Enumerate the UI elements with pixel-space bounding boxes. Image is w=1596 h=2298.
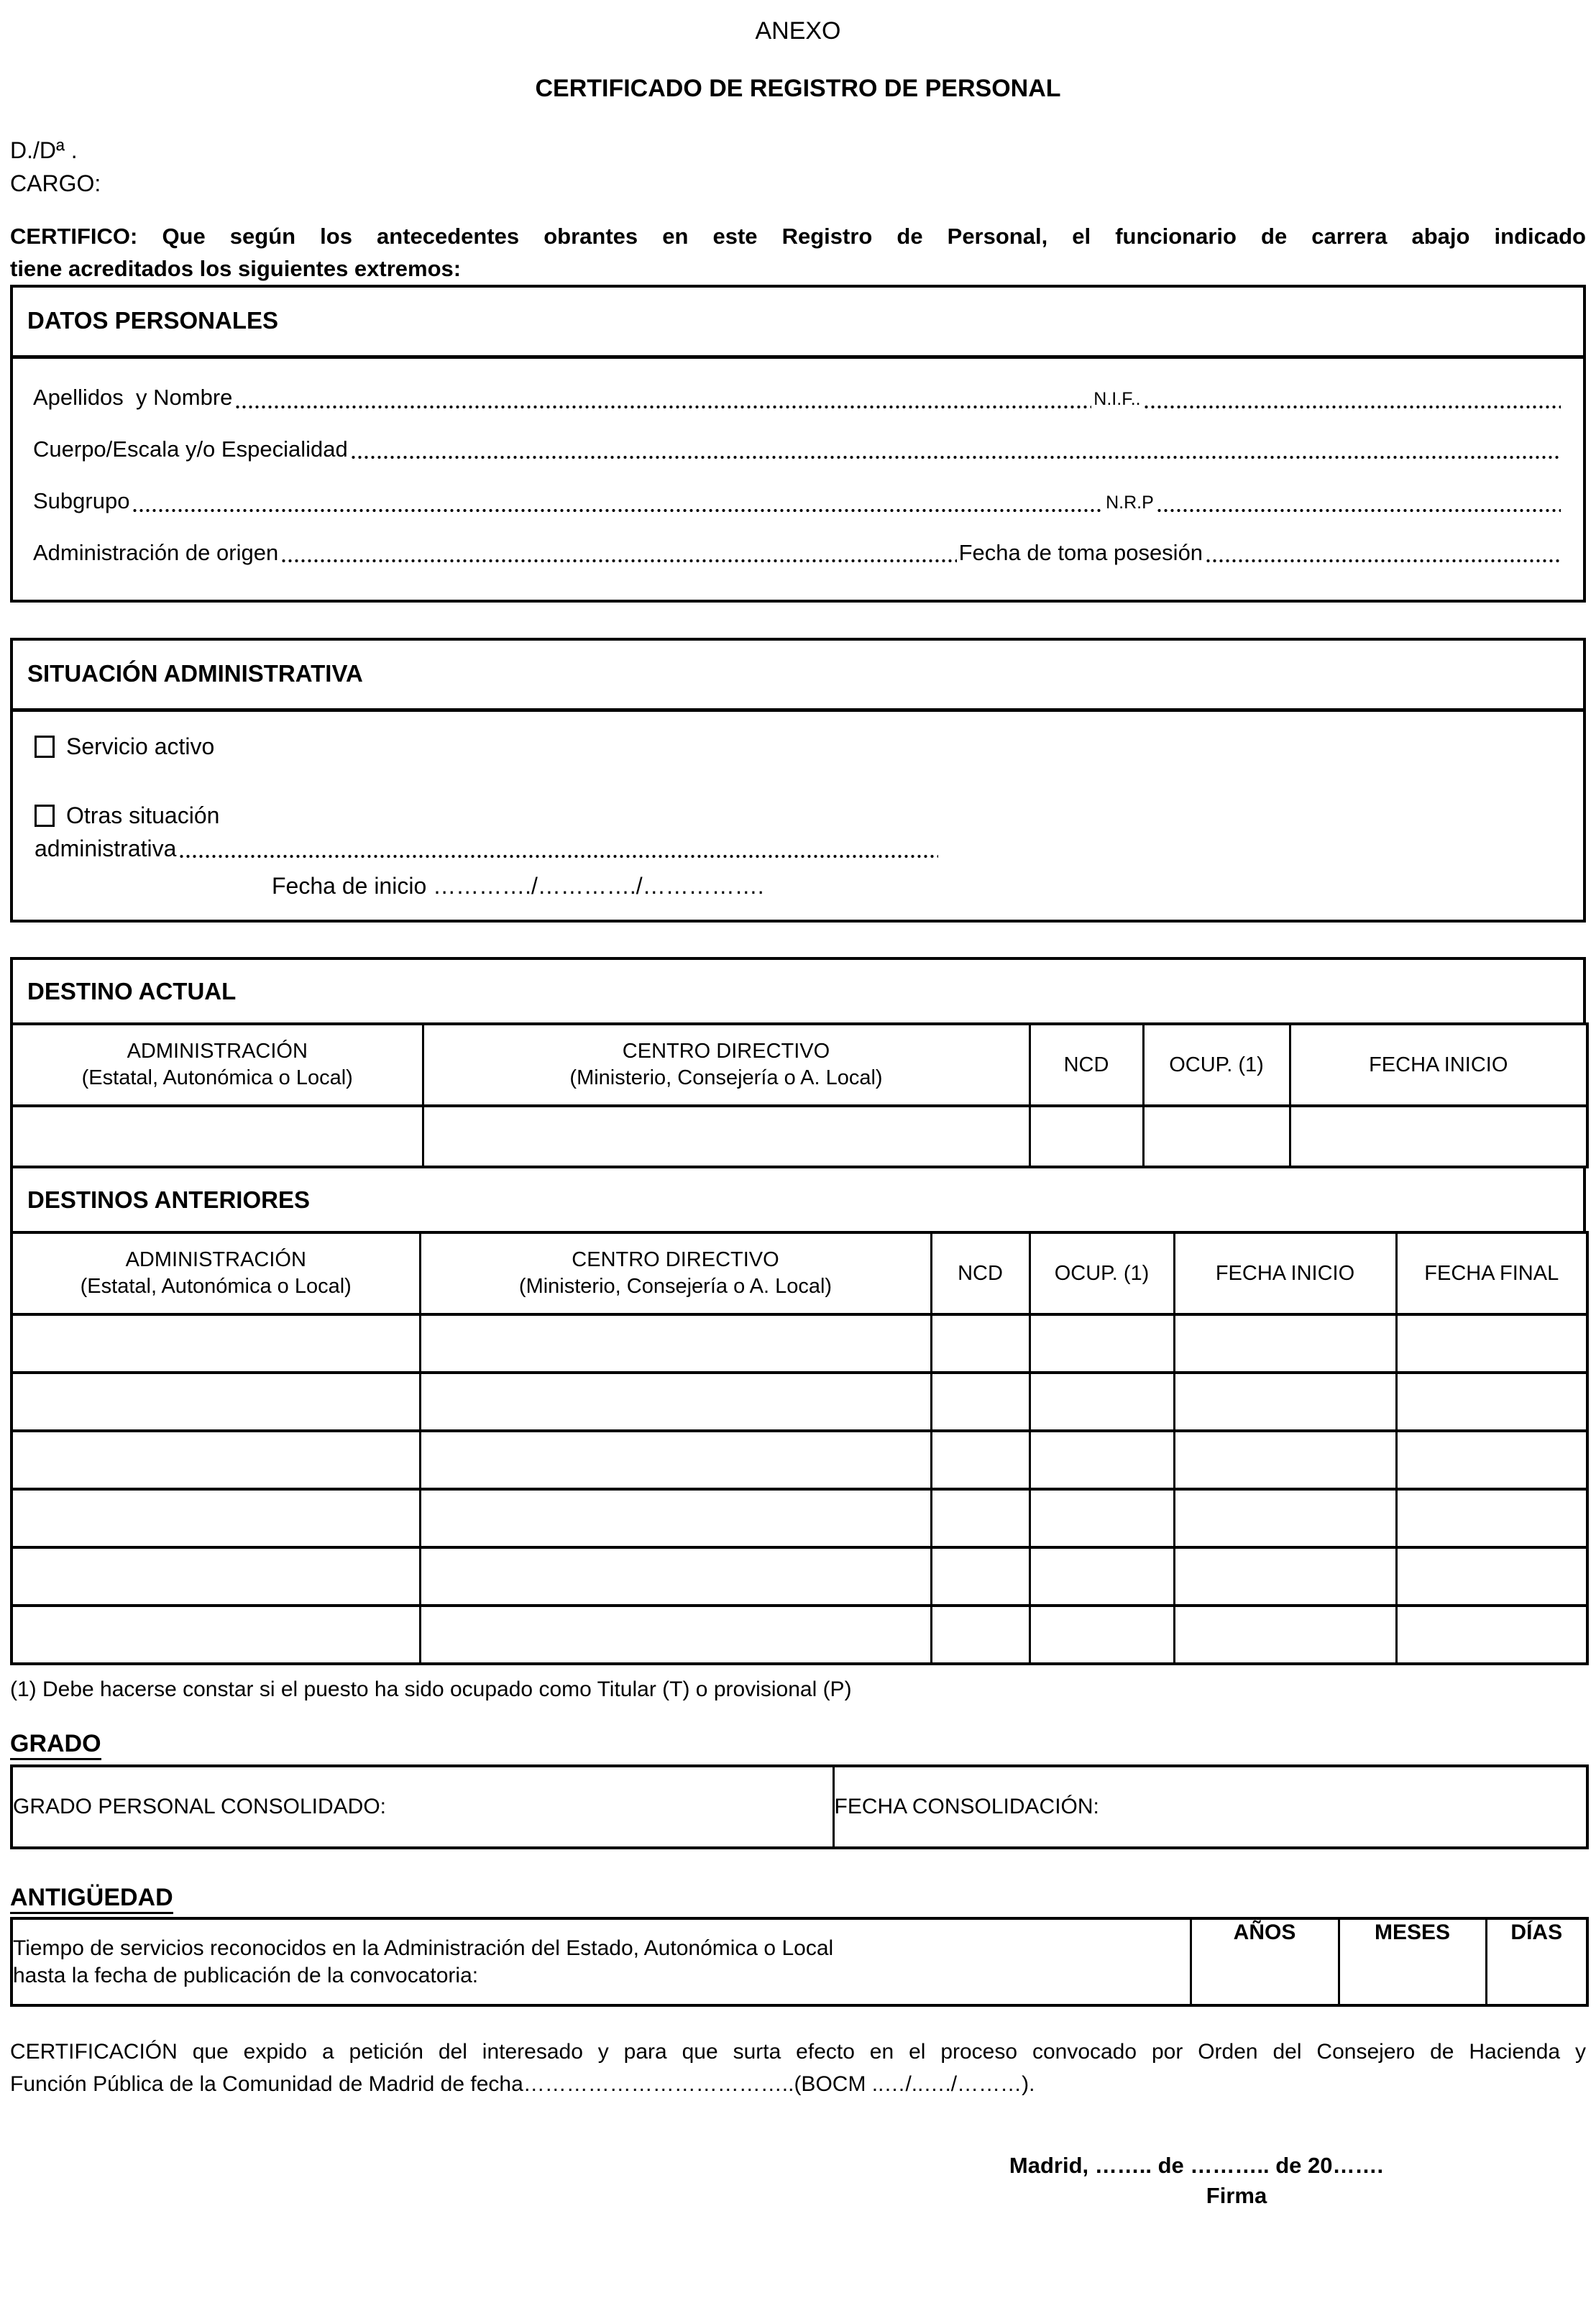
antiguedad-heading: ANTIGÜEDAD <box>10 1882 1586 1913</box>
nif-label: N.I.F.. <box>1093 389 1141 409</box>
certify-line-2: tiene acreditados los siguientes extremos: <box>10 256 462 281</box>
grado-table <box>10 1764 1589 1849</box>
subgrupo-label: Subgrupo <box>33 488 130 513</box>
destinos-anteriores-data-row <box>12 1547 1587 1606</box>
otras-situacion-checkbox[interactable] <box>35 805 55 827</box>
firma-label: Firma <box>1206 2183 1267 2208</box>
destinos-anteriores-data-row <box>12 1489 1587 1547</box>
empty-field-cell[interactable] <box>12 1314 420 1373</box>
empty-field-cell[interactable] <box>420 1606 931 1664</box>
destinos-anteriores-data-row <box>12 1314 1587 1373</box>
empty-field-cell[interactable] <box>1143 1106 1290 1167</box>
administrativa-row <box>35 834 940 863</box>
empty-field-cell[interactable] <box>1029 1373 1174 1431</box>
empty-field-cell[interactable] <box>420 1314 931 1373</box>
col-fecha-inicio: FECHA INICIO <box>1290 1024 1587 1106</box>
nif-field-dots[interactable] <box>1143 383 1561 413</box>
servicio-activo-label: Servicio activo <box>66 733 215 759</box>
empty-field-cell[interactable] <box>1174 1547 1396 1606</box>
antiguedad-label-cell: Tiempo de servicios reconocidos en la Administración del Estado, Autonómica o Local hasta la fecha de publicación de la convocatoria: <box>12 1918 1191 2005</box>
grado-row <box>12 1766 1587 1848</box>
certify-line-1: CERTIFICO: Que según los antecedentes obrantes en este Registro de Personal, el funcionario de carrera abajo indicado <box>10 224 1586 249</box>
empty-field-cell[interactable] <box>1029 1606 1174 1664</box>
destino-actual-header-row <box>12 1024 1587 1106</box>
empty-field-cell[interactable] <box>1174 1606 1396 1664</box>
empty-field-cell[interactable] <box>420 1373 931 1431</box>
datos-personales-fields <box>13 359 1583 600</box>
subgrupo-field-dots[interactable] <box>132 487 1104 517</box>
empty-field-cell[interactable] <box>1396 1314 1587 1373</box>
empty-field-cell[interactable] <box>1396 1431 1587 1489</box>
ocup-footnote: (1) Debe hacerse constar si el puesto ha sido ocupado como Titular (T) o provisional (P) <box>10 1677 852 1701</box>
col-ocup: OCUP. (1) <box>1143 1024 1290 1106</box>
destinos-anteriores-header-row <box>12 1232 1587 1314</box>
page-title: CERTIFICADO DE REGISTRO DE PERSONAL <box>535 75 1061 102</box>
apellidos-field-dots[interactable] <box>234 383 1091 413</box>
meses-cell[interactable]: MESES <box>1339 1918 1486 2005</box>
situacion-administrativa-title: SITUACIÓN ADMINISTRATIVA <box>13 641 1583 712</box>
fecha-consolidacion-cell[interactable]: FECHA CONSOLIDACIÓN: <box>833 1766 1587 1848</box>
certificacion-paragraph <box>10 2036 1586 2100</box>
issuer-cargo-line: CARGO: <box>10 170 101 196</box>
empty-field-cell[interactable] <box>1174 1431 1396 1489</box>
fecha-toma-field-dots[interactable] <box>1205 539 1561 567</box>
col-ncd: NCD <box>1029 1024 1143 1106</box>
admin-origen-row <box>33 539 1563 567</box>
empty-field-cell[interactable] <box>931 1547 1029 1606</box>
situacion-administrativa-section <box>10 638 1586 923</box>
destinos-anteriores-data-row <box>12 1373 1587 1431</box>
fecha-inicio-line: Fecha de inicio …………./…………./……………. <box>272 873 764 899</box>
empty-field-cell[interactable] <box>1029 1547 1174 1606</box>
empty-field-cell[interactable] <box>931 1373 1029 1431</box>
empty-field-cell[interactable] <box>1396 1373 1587 1431</box>
col-ncd: NCD <box>931 1232 1029 1314</box>
certificacion-line-2: Función Pública de la Comunidad de Madrid de fecha………………………………..(BOCM ..…/..…./………). <box>10 2072 1035 2096</box>
antiguedad-table <box>10 1917 1589 2007</box>
empty-field-cell[interactable] <box>1174 1489 1396 1547</box>
certificacion-line-1: CERTIFICACIÓN que expido a petición del interesado y para que surta efecto en el proceso convocado por Orden del Consejero de Hacienda y <box>10 2040 1586 2064</box>
admin-origen-label: Administración de origen <box>33 540 279 565</box>
empty-field-cell[interactable] <box>1174 1314 1396 1373</box>
fecha-toma-label: Fecha de toma posesión <box>958 540 1203 565</box>
datos-personales-title: DATOS PERSONALES <box>13 288 1583 359</box>
empty-field-cell[interactable] <box>1396 1489 1587 1547</box>
administrativa-label: administrativa <box>35 836 177 861</box>
empty-field-cell[interactable] <box>931 1489 1029 1547</box>
empty-field-cell[interactable] <box>1396 1606 1587 1664</box>
empty-field-cell[interactable] <box>420 1547 931 1606</box>
admin-origen-field-dots[interactable] <box>280 539 956 567</box>
destino-actual-table <box>10 1022 1589 1168</box>
subgrupo-nrp-row <box>33 487 1563 517</box>
empty-field-cell[interactable] <box>1290 1106 1587 1167</box>
annex-label: ANEXO <box>755 17 841 45</box>
destinos-anteriores-data-row <box>12 1606 1587 1664</box>
administrativa-field-dots[interactable] <box>178 834 938 863</box>
dias-cell[interactable]: DÍAS <box>1486 1918 1587 2005</box>
destino-actual-data-row <box>12 1106 1587 1167</box>
empty-field-cell[interactable] <box>12 1373 420 1431</box>
empty-field-cell[interactable] <box>420 1489 931 1547</box>
col-fecha-final: FECHA FINAL <box>1396 1232 1587 1314</box>
anos-cell[interactable]: AÑOS <box>1191 1918 1339 2005</box>
empty-field-cell[interactable] <box>1029 1431 1174 1489</box>
destino-actual-band: DESTINO ACTUAL <box>10 957 1586 1025</box>
destinos-anteriores-data-row <box>12 1431 1587 1489</box>
empty-field-cell[interactable] <box>1029 1489 1174 1547</box>
empty-field-cell[interactable] <box>12 1606 420 1664</box>
col-centro-directivo: CENTRO DIRECTIVO (Ministerio, Consejería o A. Local) <box>423 1024 1029 1106</box>
issuer-name-line: D./Dª . <box>10 137 78 163</box>
col-centro-directivo: CENTRO DIRECTIVO (Ministerio, Consejería o A. Local) <box>420 1232 931 1314</box>
servicio-activo-checkbox[interactable] <box>35 736 55 758</box>
empty-field-cell[interactable] <box>423 1106 1029 1167</box>
signature-block <box>973 2151 1419 2211</box>
empty-field-cell[interactable] <box>931 1314 1029 1373</box>
nrp-label: N.R.P <box>1106 493 1154 513</box>
apellidos-nif-row <box>33 383 1563 413</box>
cuerpo-label: Cuerpo/Escala y/o Especialidad <box>33 436 348 462</box>
situacion-content <box>13 712 1583 920</box>
otras-situacion-label: Otras situación <box>66 802 220 828</box>
destinos-anteriores-table <box>10 1231 1589 1665</box>
servicio-activo-row <box>35 732 1561 761</box>
cuerpo-row <box>33 435 1563 464</box>
col-ocup: OCUP. (1) <box>1029 1232 1174 1314</box>
apellidos-label: Apellidos y Nombre <box>33 385 233 410</box>
empty-field-cell[interactable] <box>1029 1106 1143 1167</box>
issuer-block <box>10 134 1586 200</box>
certify-paragraph <box>10 220 1586 285</box>
empty-field-cell[interactable] <box>12 1431 420 1489</box>
col-administracion: ADMINISTRACIÓN (Estatal, Autonómica o Local) <box>12 1232 420 1314</box>
empty-field-cell[interactable] <box>1396 1547 1587 1606</box>
empty-field-cell[interactable] <box>12 1489 420 1547</box>
nrp-field-dots[interactable] <box>1156 487 1561 517</box>
col-fecha-inicio: FECHA INICIO <box>1174 1232 1396 1314</box>
empty-field-cell[interactable] <box>931 1431 1029 1489</box>
cuerpo-field-dots[interactable] <box>350 435 1561 464</box>
empty-field-cell[interactable] <box>12 1106 423 1167</box>
antiguedad-row <box>12 1918 1587 2005</box>
empty-field-cell[interactable] <box>12 1547 420 1606</box>
empty-field-cell[interactable] <box>1174 1373 1396 1431</box>
grado-personal-cell[interactable]: GRADO PERSONAL CONSOLIDADO: <box>12 1766 833 1848</box>
signature-date-line: Madrid, …….. de ……….. de 20……. <box>1009 2153 1384 2178</box>
grado-heading: GRADO <box>10 1729 1586 1759</box>
empty-field-cell[interactable] <box>420 1431 931 1489</box>
empty-field-cell[interactable] <box>1029 1314 1174 1373</box>
destinos-anteriores-band: DESTINOS ANTERIORES <box>10 1166 1586 1234</box>
otras-situacion-row <box>35 801 1561 830</box>
empty-field-cell[interactable] <box>931 1606 1029 1664</box>
datos-personales-section <box>10 285 1586 603</box>
col-administracion: ADMINISTRACIÓN (Estatal, Autonómica o Local) <box>12 1024 423 1106</box>
